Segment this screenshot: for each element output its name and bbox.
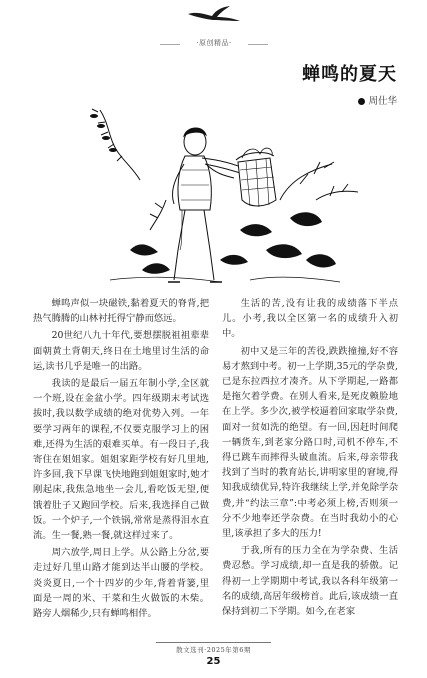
boy-with-basket-illustration — [70, 100, 370, 290]
header-rule-left — [160, 44, 180, 45]
paragraph: 周六放学,周日上学。从公路上分岔,要走过好几里山路才能到达半山腰的学校。炎炎夏日,一个十四岁的少年,背着背篓,里面是一周的米、干菜和生火做饭的木柴。路旁人烟稀少,只有蝉鸣相伴。 — [33, 547, 209, 620]
paragraph: 20世纪八九十年代,要想摆脱祖祖辈辈面朝黄土背朝天,终日在土地里讨生活的命运,读书几乎是唯一的出路。 — [33, 330, 209, 372]
paragraph: 蝉鸣声似一块磁铁,黏着夏天的脊背,把热气腾腾的山林衬托得宁静而悠远。 — [33, 298, 209, 325]
header-rule-right — [248, 44, 268, 45]
article-title: 蝉鸣的夏天 — [302, 64, 397, 85]
footer-rule — [156, 642, 271, 643]
journal-footer: 散文选刊·2025年第6期 — [176, 646, 251, 654]
text-column-left — [33, 296, 209, 636]
paragraph: 初中又是三年的苦役,跌跌撞撞,好不容易才熬到中考。初一上学期,35元的学杂费,已是东拉西拉才凑齐。从下学期起,一路都是拖欠着学费。在别人看来,是死皮赖脸地在上学。多少次,被学校逼着回家取学杂费,面对一贫如洗的绝望。有一回,因赶时间爬一辆货车,到老家分路口时,司机不停车,不得已跳车而摔得头破血流。后来,母亲带我找到了当时的教育站长,讲明家里的窘境,得知我成绩优异,特许我继续上学,并免除学杂费,并“约法三章”:中考必须上榜,否则须一分不少地奉还学杂费。在当时我幼小的心里,该承担了多大的压力! — [222, 345, 398, 540]
paragraph: 生活的苦,没有让我的成绩落下半点儿。小考,我以全区第一名的成绩升入初中。 — [222, 298, 398, 340]
section-tag: ·原创精品· — [196, 39, 232, 47]
paragraph: 我读的是最后一届五年制小学,全区就一个班,设在金盆小学。四年级期末考试选拔时,我以数学成绩的绝对优势入列。一年要学习两年的课程,不仅要克服学习上的困难,还得为生活的艰难买单。有一段日子,我寄住在姐姐家。姐姐家距学校有好几里地,许多回,我下早课飞快地跑到姐姐家时,她才刚起床,我焦急地坐一会儿,看吃饭无望,便饿着肚子又跑回学校。后来,我选择自己做饭。一个炉子,一个铁锅,常常是蒸得泪水直流。生一餐,熟一餐,就这样过来了。 — [33, 378, 209, 542]
flying-bird-icon — [186, 5, 242, 25]
paragraph: 于我,所有的压力全在为学杂费、生活费忍愁。学习成绩,却一直是我的骄傲。记得初一上学期期中考试,我以各科年级第一名的成绩,高居年级榜首。此后,该成绩一直保持到初二下学期。如今,在老家 — [222, 545, 398, 618]
author-name: 周仕华 — [368, 96, 397, 107]
page-number: 25 — [206, 656, 221, 667]
text-column-right — [222, 296, 398, 636]
